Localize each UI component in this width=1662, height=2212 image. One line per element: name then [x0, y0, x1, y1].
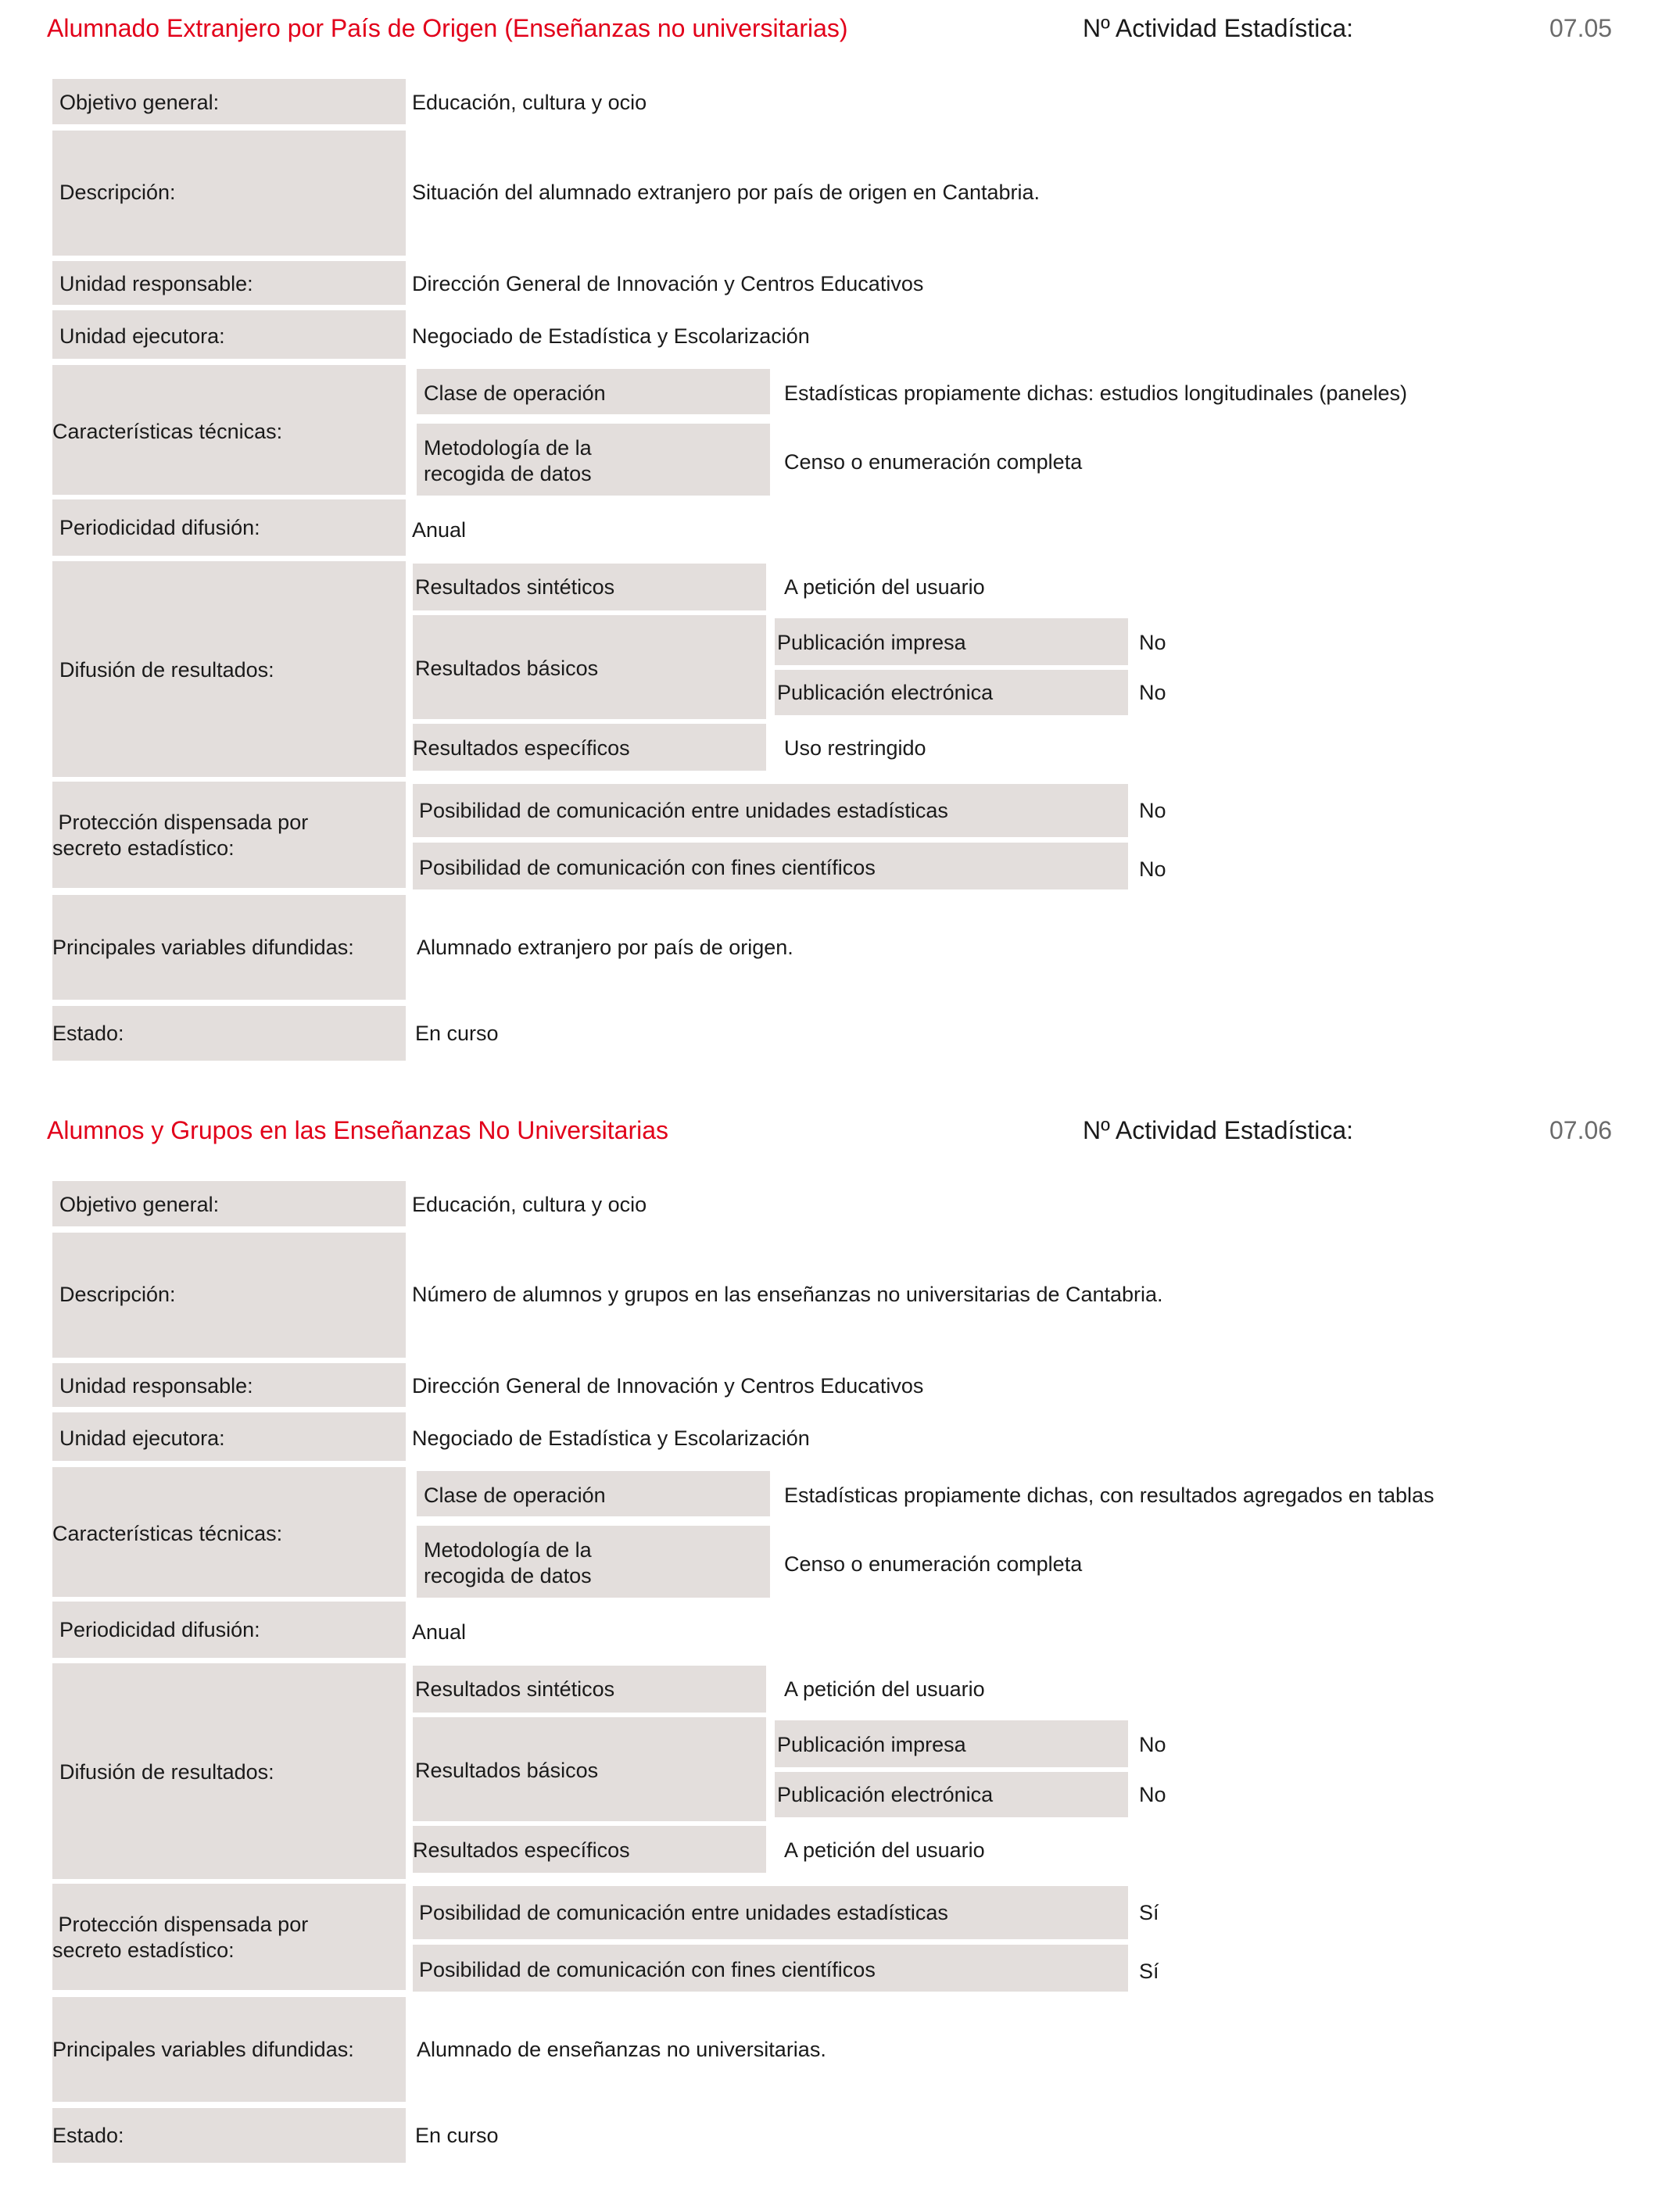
impresa-label: Publicación impresa — [777, 1733, 966, 1756]
objetivo-label: Objetivo general: — [59, 91, 220, 114]
metodologia-label-line1: Metodología de la — [424, 436, 592, 460]
comunicacion-cientificos-value: No — [1139, 857, 1166, 881]
descripcion-label: Descripción: — [59, 1283, 176, 1306]
electronica-value: No — [1139, 1783, 1166, 1806]
comunicacion-unidades-label: Posibilidad de comunicación entre unidades estadísticas — [419, 1901, 948, 1924]
impresa-value: No — [1139, 631, 1166, 654]
periodicidad-label: Periodicidad difusión: — [59, 516, 260, 539]
electronica-value: No — [1139, 681, 1166, 704]
objetivo-value: Educación, cultura y ocio — [412, 1193, 647, 1216]
unidad-responsable-label: Unidad responsable: — [59, 272, 253, 295]
activity-number: 07.05 — [1549, 14, 1613, 42]
descripcion-label: Descripción: — [59, 181, 176, 204]
sinteticos-value: A petición del usuario — [784, 575, 985, 599]
estado-label: Estado: — [52, 1022, 124, 1045]
unidad-ejecutora-label: Unidad ejecutora: — [59, 1426, 225, 1450]
statistical-activity-sheet — [0, 1102, 1662, 2212]
unidad-ejecutora-value: Negociado de Estadística y Escolarización — [412, 324, 810, 348]
sinteticos-label: Resultados sintéticos — [415, 575, 615, 599]
comunicacion-cientificos-label: Posibilidad de comunicación con fines científicos — [419, 856, 876, 879]
impresa-value: No — [1139, 1733, 1166, 1756]
variables-value: Alumnado de enseñanzas no universitarias. — [417, 2038, 826, 2061]
comunicacion-cientificos-label: Posibilidad de comunicación con fines científicos — [419, 1958, 876, 1981]
clase-label: Clase de operación — [424, 381, 606, 405]
clase-label: Clase de operación — [424, 1484, 606, 1507]
objetivo-value: Educación, cultura y ocio — [412, 91, 647, 114]
comunicacion-cientificos-value: Sí — [1139, 1960, 1159, 1983]
comunicacion-unidades-label: Posibilidad de comunicación entre unidades estadísticas — [419, 799, 948, 822]
descripcion-value: Situación del alumnado extranjero por país de origen en Cantabria. — [412, 181, 1041, 204]
sinteticos-label: Resultados sintéticos — [415, 1677, 615, 1701]
descripcion-value: Número de alumnos y grupos en las enseñanzas no universitarias de Cantabria. — [412, 1283, 1163, 1306]
clase-value: Estadísticas propiamente dichas: estudios longitudinales (paneles) — [784, 381, 1407, 405]
caracteristicas-label: Características técnicas: — [52, 1522, 283, 1545]
activity-number: 07.06 — [1549, 1116, 1613, 1144]
basicos-label: Resultados básicos — [415, 657, 599, 680]
periodicidad-value: Anual — [412, 1620, 467, 1644]
clase-value: Estadísticas propiamente dichas, con resultados agregados en tablas — [784, 1484, 1435, 1507]
activity-number-label: Nº Actividad Estadística: — [1083, 14, 1354, 42]
especificos-value: Uso restringido — [784, 736, 926, 760]
impresa-label: Publicación impresa — [777, 631, 966, 654]
difusion-label: Difusión de resultados: — [59, 1760, 274, 1784]
variables-value: Alumnado extranjero por país de origen. — [417, 936, 793, 959]
metodologia-label-line2: recogida de datos — [424, 462, 592, 485]
metodologia-value: Censo o enumeración completa — [784, 1552, 1083, 1576]
objetivo-label: Objetivo general: — [59, 1193, 220, 1216]
especificos-label: Resultados específicos — [413, 736, 630, 760]
metodologia-value: Censo o enumeración completa — [784, 450, 1083, 474]
proteccion-label-line1: Protección dispensada por — [52, 811, 309, 834]
variables-label: Principales variables difundidas: — [52, 936, 354, 959]
activity-title: Alumnado Extranjero por País de Origen (Enseñanzas no universitarias) — [47, 14, 848, 42]
unidad-ejecutora-label: Unidad ejecutora: — [59, 324, 225, 348]
basicos-label: Resultados básicos — [415, 1759, 599, 1782]
comunicacion-unidades-value: No — [1139, 799, 1166, 822]
unidad-ejecutora-value: Negociado de Estadística y Escolarización — [412, 1426, 810, 1450]
estado-value: En curso — [415, 2124, 499, 2147]
comunicacion-unidades-value: Sí — [1139, 1901, 1159, 1924]
proteccion-label-line2: secreto estadístico: — [52, 836, 235, 860]
difusion-label: Difusión de resultados: — [59, 658, 274, 682]
proteccion-label-line2: secreto estadístico: — [52, 1938, 235, 1962]
especificos-label: Resultados específicos — [413, 1838, 630, 1862]
unidad-responsable-label: Unidad responsable: — [59, 1374, 253, 1398]
variables-label: Principales variables difundidas: — [52, 2038, 354, 2061]
periodicidad-value: Anual — [412, 518, 467, 542]
periodicidad-label: Periodicidad difusión: — [59, 1618, 260, 1641]
unidad-responsable-value: Dirección General de Innovación y Centros Educativos — [412, 1374, 924, 1398]
unidad-responsable-value: Dirección General de Innovación y Centros Educativos — [412, 272, 924, 295]
activity-number-label: Nº Actividad Estadística: — [1083, 1116, 1354, 1144]
activity-title: Alumnos y Grupos en las Enseñanzas No Universitarias — [47, 1116, 669, 1144]
proteccion-label-line1: Protección dispensada por — [52, 1913, 309, 1936]
electronica-label: Publicación electrónica — [777, 1783, 994, 1806]
caracteristicas-label: Características técnicas: — [52, 420, 283, 443]
especificos-value: A petición del usuario — [784, 1838, 985, 1862]
estado-label: Estado: — [52, 2124, 124, 2147]
metodologia-label-line2: recogida de datos — [424, 1564, 592, 1587]
metodologia-label-line1: Metodología de la — [424, 1538, 592, 1562]
electronica-label: Publicación electrónica — [777, 681, 994, 704]
sinteticos-value: A petición del usuario — [784, 1677, 985, 1701]
estado-value: En curso — [415, 1022, 499, 1045]
